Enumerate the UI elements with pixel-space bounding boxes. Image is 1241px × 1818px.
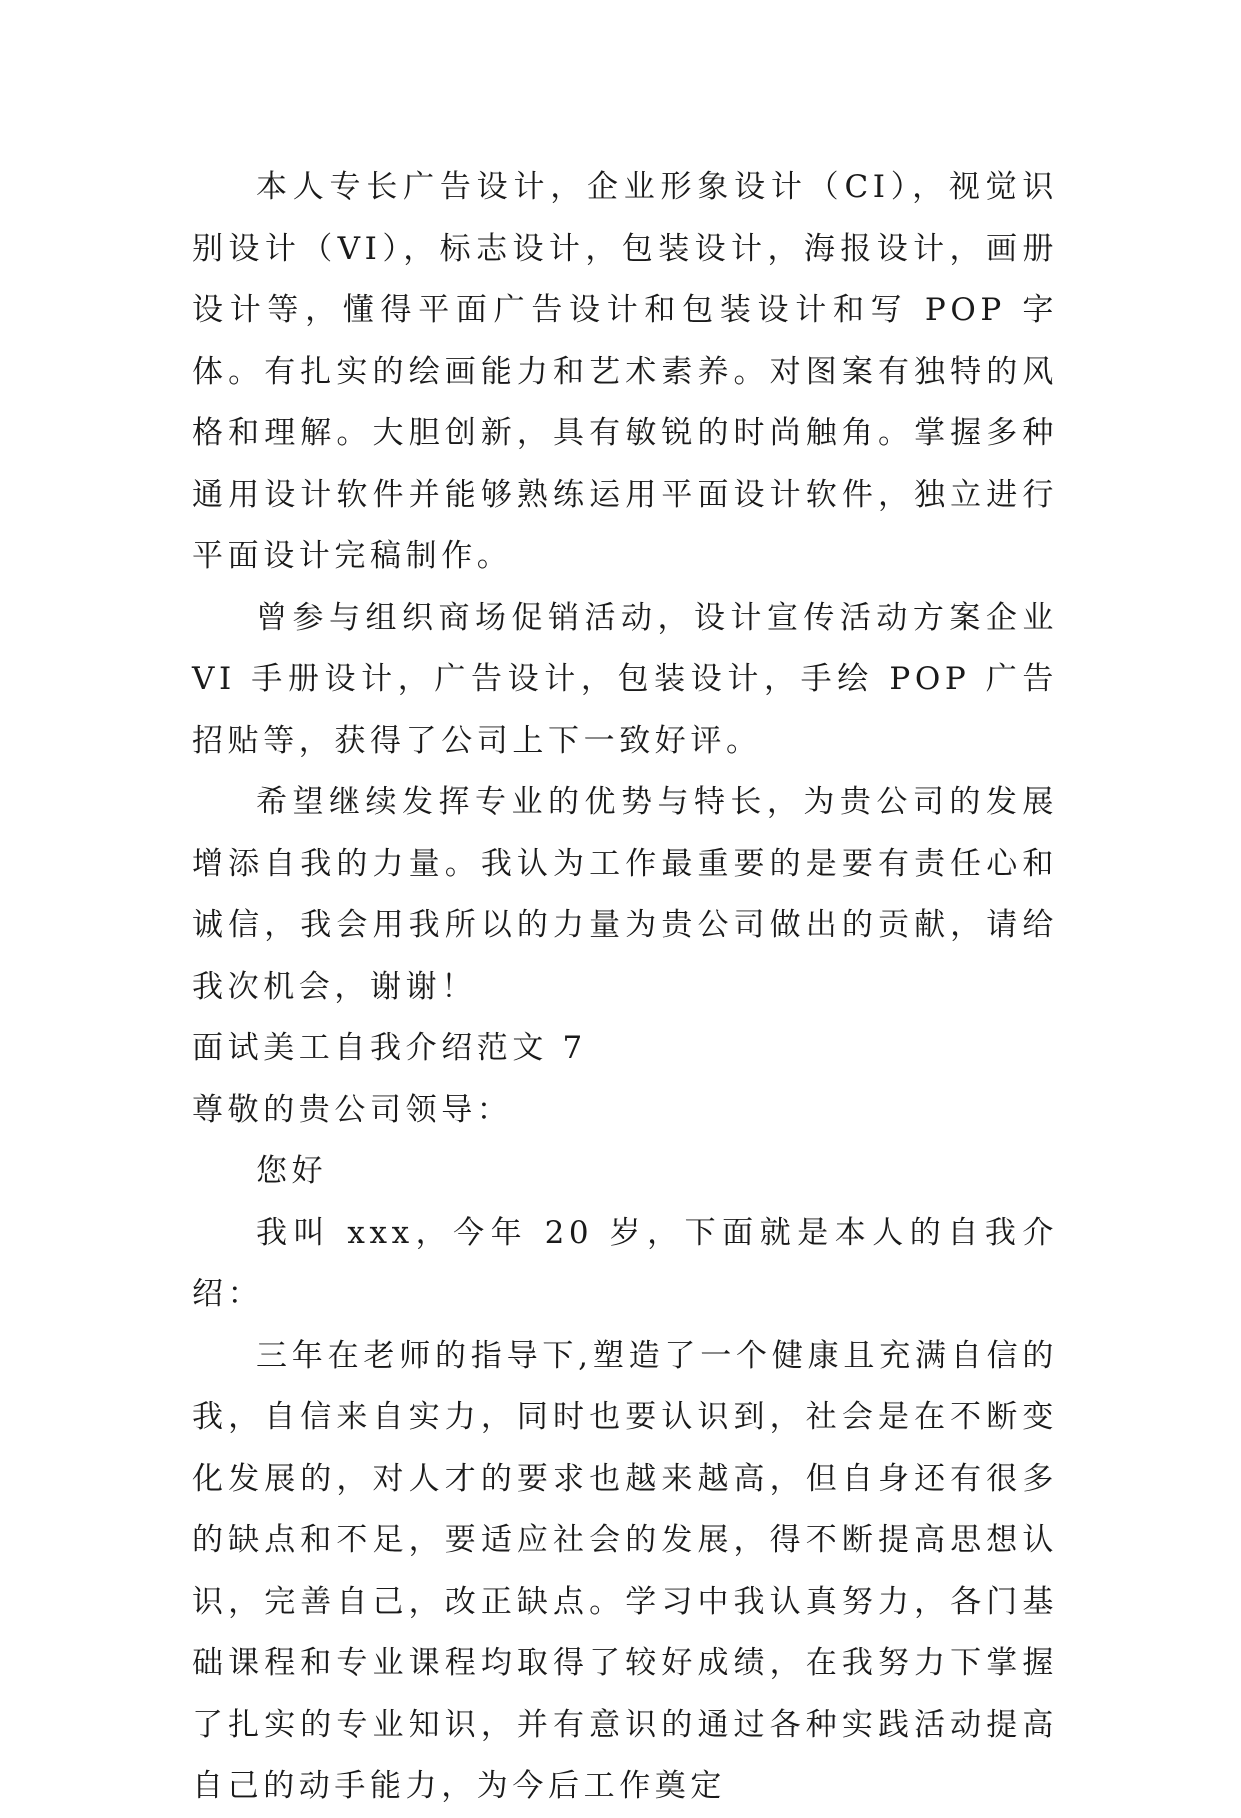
document-body xyxy=(192,157,1058,1818)
paragraph-hope: 希望继续发挥专业的优势与特长，为贵公司的发展增添自我的力量。我认为工作最重要的是要有责任心和诚信，我会用我所以的力量为贵公司做出的贡献，请给我次机会，谢谢！ xyxy=(192,784,1058,1005)
paragraph-skills: 本人专长广告设计，企业形象设计（CI），视觉识别设计（VI），标志设计，包装设计，海报设计，画册设计等，懂得平面广告设计和包装设计和写 POP 字体。有扎实的绘画能力和艺术素养。对图案有独特的风格和理解。大胆创新，具有敏锐的时尚触角。掌握多种通用设计软件并能够熟练运用平面设计软件，独立进行平面设计完稿制作。 xyxy=(192,169,1058,574)
section-title: 面试美工自我介绍范文 7 xyxy=(192,1030,587,1066)
salutation: 尊敬的贵公司领导： xyxy=(192,1091,513,1128)
paragraph-study: 三年在老师的指导下,塑造了一个健康且充满自信的我，自信来自实力，同时也要认识到，社会是在不断变化发展的，对人才的要求也越来越高，但自身还有很多的缺点和不足，要适应社会的发展，得不断提高思想认识，完善自己，改正缺点。学习中我认真努力，各门基础课程和专业课程均取得了较好成绩，在我努力下掌握了扎实的专业知识，并有意识的通过各种实践活动提高自己的动手能力，为今后工作奠定 xyxy=(192,1337,1058,1804)
greeting: 您好 xyxy=(256,1153,328,1189)
paragraph-experience: 曾参与组织商场促销活动，设计宣传活动方案企业 VI 手册设计，广告设计，包装设计，手绘 POP 广告招贴等，获得了公司上下一致好评。 xyxy=(192,599,1058,759)
self-intro-line: 我叫 xxx，今年 20 岁，下面就是本人的自我介绍： xyxy=(192,1214,1058,1312)
